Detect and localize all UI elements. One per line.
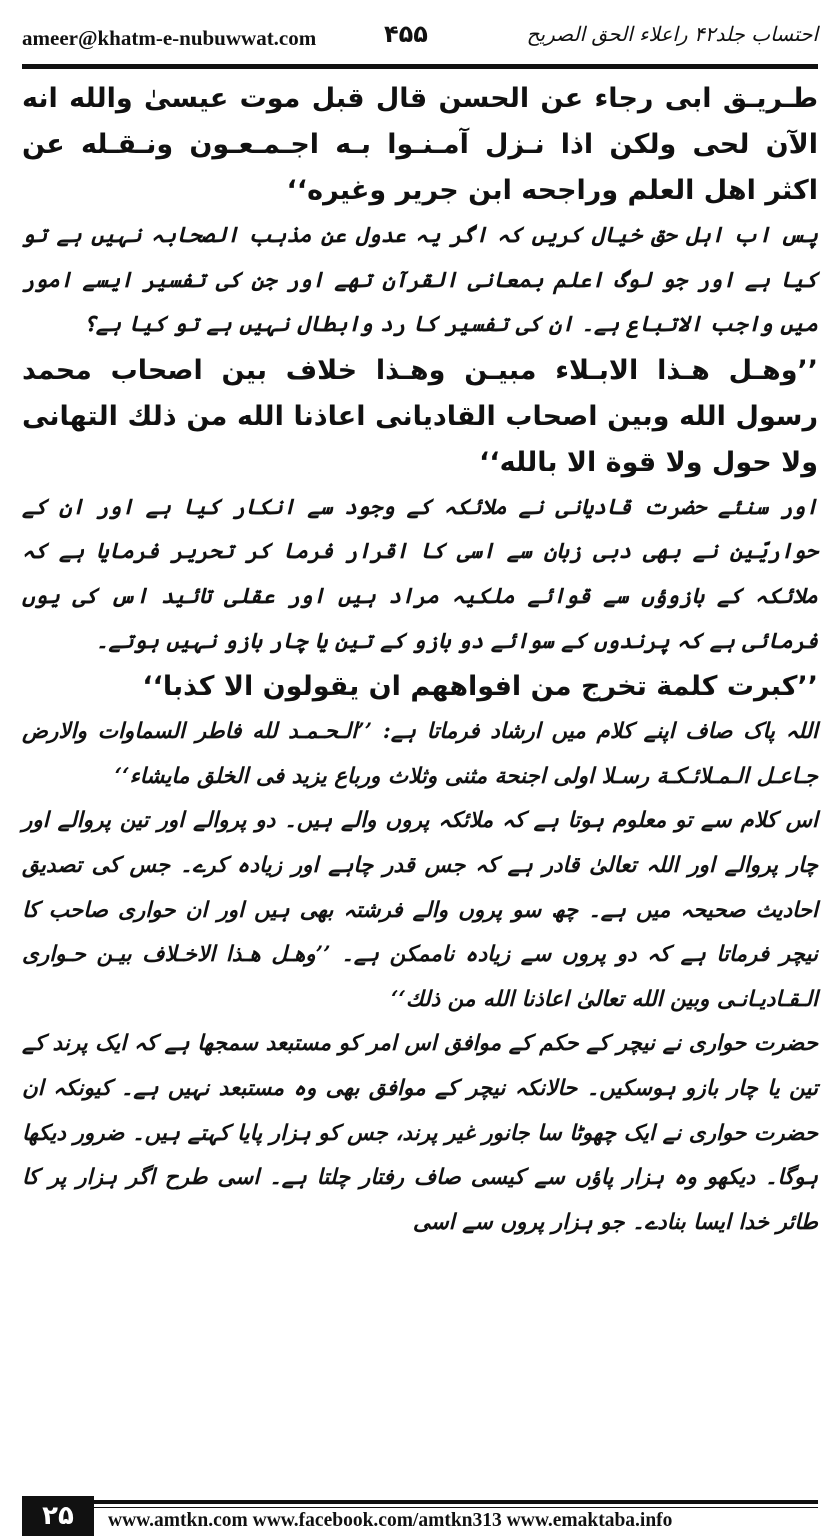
footer-page-number: ۲۵ [22, 1496, 94, 1536]
paragraph-urdu: اللہ پاک صاف اپنے کلام میں ارشاد فرماتا ہے: ’’الـحـمـد لله فاطر السماوات والارض جـاعـل الـمـلائـكـة رسـلا اولى اجنحة مثنى وثلاث ورباع يزيد فى الخلق مايشاء‘‘ [22, 719, 818, 789]
paragraph-arabic-quote: طـريـق ابى رجاء عن الحسن قال قبل موت عيسىٰ والله انه الآن لحى ولكن اذا نـزل آمـنـوا بـه اجـمـعـون ونـقـله عن اكثر اهل العلم وراجحه ابن جرير وغيره‘‘ [22, 83, 818, 206]
footer-websites: www.amtkn.com www.facebook.com/amtkn313 www.emaktaba.info [108, 1510, 673, 1531]
header-page-number: ۴۵۵ [384, 20, 428, 48]
footer-rule [94, 1500, 818, 1504]
paragraph-arabic-quote: ’’وهـل هـذا الابـلاء مبيـن وهـذا خلاف بين اصحاب محمد رسول الله وبين اصحاب القاديانى اعاذنا الله من ذلك التهانى ولا حول ولا قوة الا بالله‘‘ [22, 354, 818, 478]
paragraph-urdu: اس کلام سے تو معلوم ہوتا ہے کہ ملائکہ پروں والے ہیں۔ دو پروالے اور تین پروالے اور چار پروالے اور اللہ تعالیٰ قادر ہے کہ جس قدر چاہے اور زیادہ کرے۔ جس کی تصدیق احادیث صحیحہ میں ہے۔ چھ سو پروں والے فرشتہ بھی ہیں اور ان حواری صاحب کا نیچر فرماتا ہے کہ دو پروں سے زیادہ ناممکن ہے۔ ’’وهـل هـذا الاخـلاف بيـن حـوارى الـقـاديـانـى وبين الله تعالىٰ اعاذنا الله من ذلك‘‘ [22, 808, 818, 1012]
paragraph-urdu: پس اب اہل حق خیال کریں کہ اگر یہ عدول عن مذہب الصحابہ نہیں ہے تو کیا ہے اور جو لوگ اعلم بمعانی القرآن تھے اور جن کی تفسیر ایسے امور میں واجب الاتباع ہے۔ ان کی تفسیر کا رد وابطال نہیں ہے تو کیا ہے؟ [22, 223, 818, 338]
page-footer [22, 1496, 818, 1536]
header-rule [22, 64, 818, 69]
page-header [22, 14, 818, 60]
paragraph-urdu: حضرت حواری نے نیچر کے حکم کے موافق اس امر کو مستبعد سمجھا ہے کہ ایک پرند کے تین یا چار بازو ہوسکیں۔ حالانکہ نیچر کے موافق بھی وہ مستبعد نہیں ہے۔ کیونکہ ان حضرت حواری نے ایک چھوٹا سا جانور غیر پرند، جس کو ہزار پایا کہتے ہیں۔ ضرور دیکھا ہوگا۔ دیکھو وہ ہزار پاؤں سے کیسی صاف رفتار چلتا ہے۔ اسی طرح اگر ہزار پر کا طائر خدا ایسا بنادے۔ جو ہزار پروں سے اسی [22, 1031, 818, 1235]
page-body [22, 76, 818, 1245]
header-email: ameer@khatm-e-nubuwwat.com [22, 26, 317, 50]
paragraph-arabic-quote: ’’كبرت كلمة تخرج من افواههم ان يقولون الا كذبا‘‘ [142, 671, 818, 703]
footer-rule-thin [94, 1507, 818, 1508]
paragraph-urdu: اور سنئے حضرت قادیانی نے ملائکہ کے وجود سے انکار کیا ہے اور ان کے حواریّین نے بھی دبی زبان سے اسی کا اقرار فرما کر تحریر فرمایا ہے کہ ملائکہ کے بازوؤں سے قوائے ملکیہ مراد ہیں اور عقلی تائید اس کی یوں فرمائی ہے کہ پرندوں کے سوائے دو بازو کے تین یا چار بازو نہیں ہوتے۔ [22, 494, 818, 654]
header-book-title: احتساب جلد۴۲ راعلاء الحق الصریح [526, 22, 818, 46]
